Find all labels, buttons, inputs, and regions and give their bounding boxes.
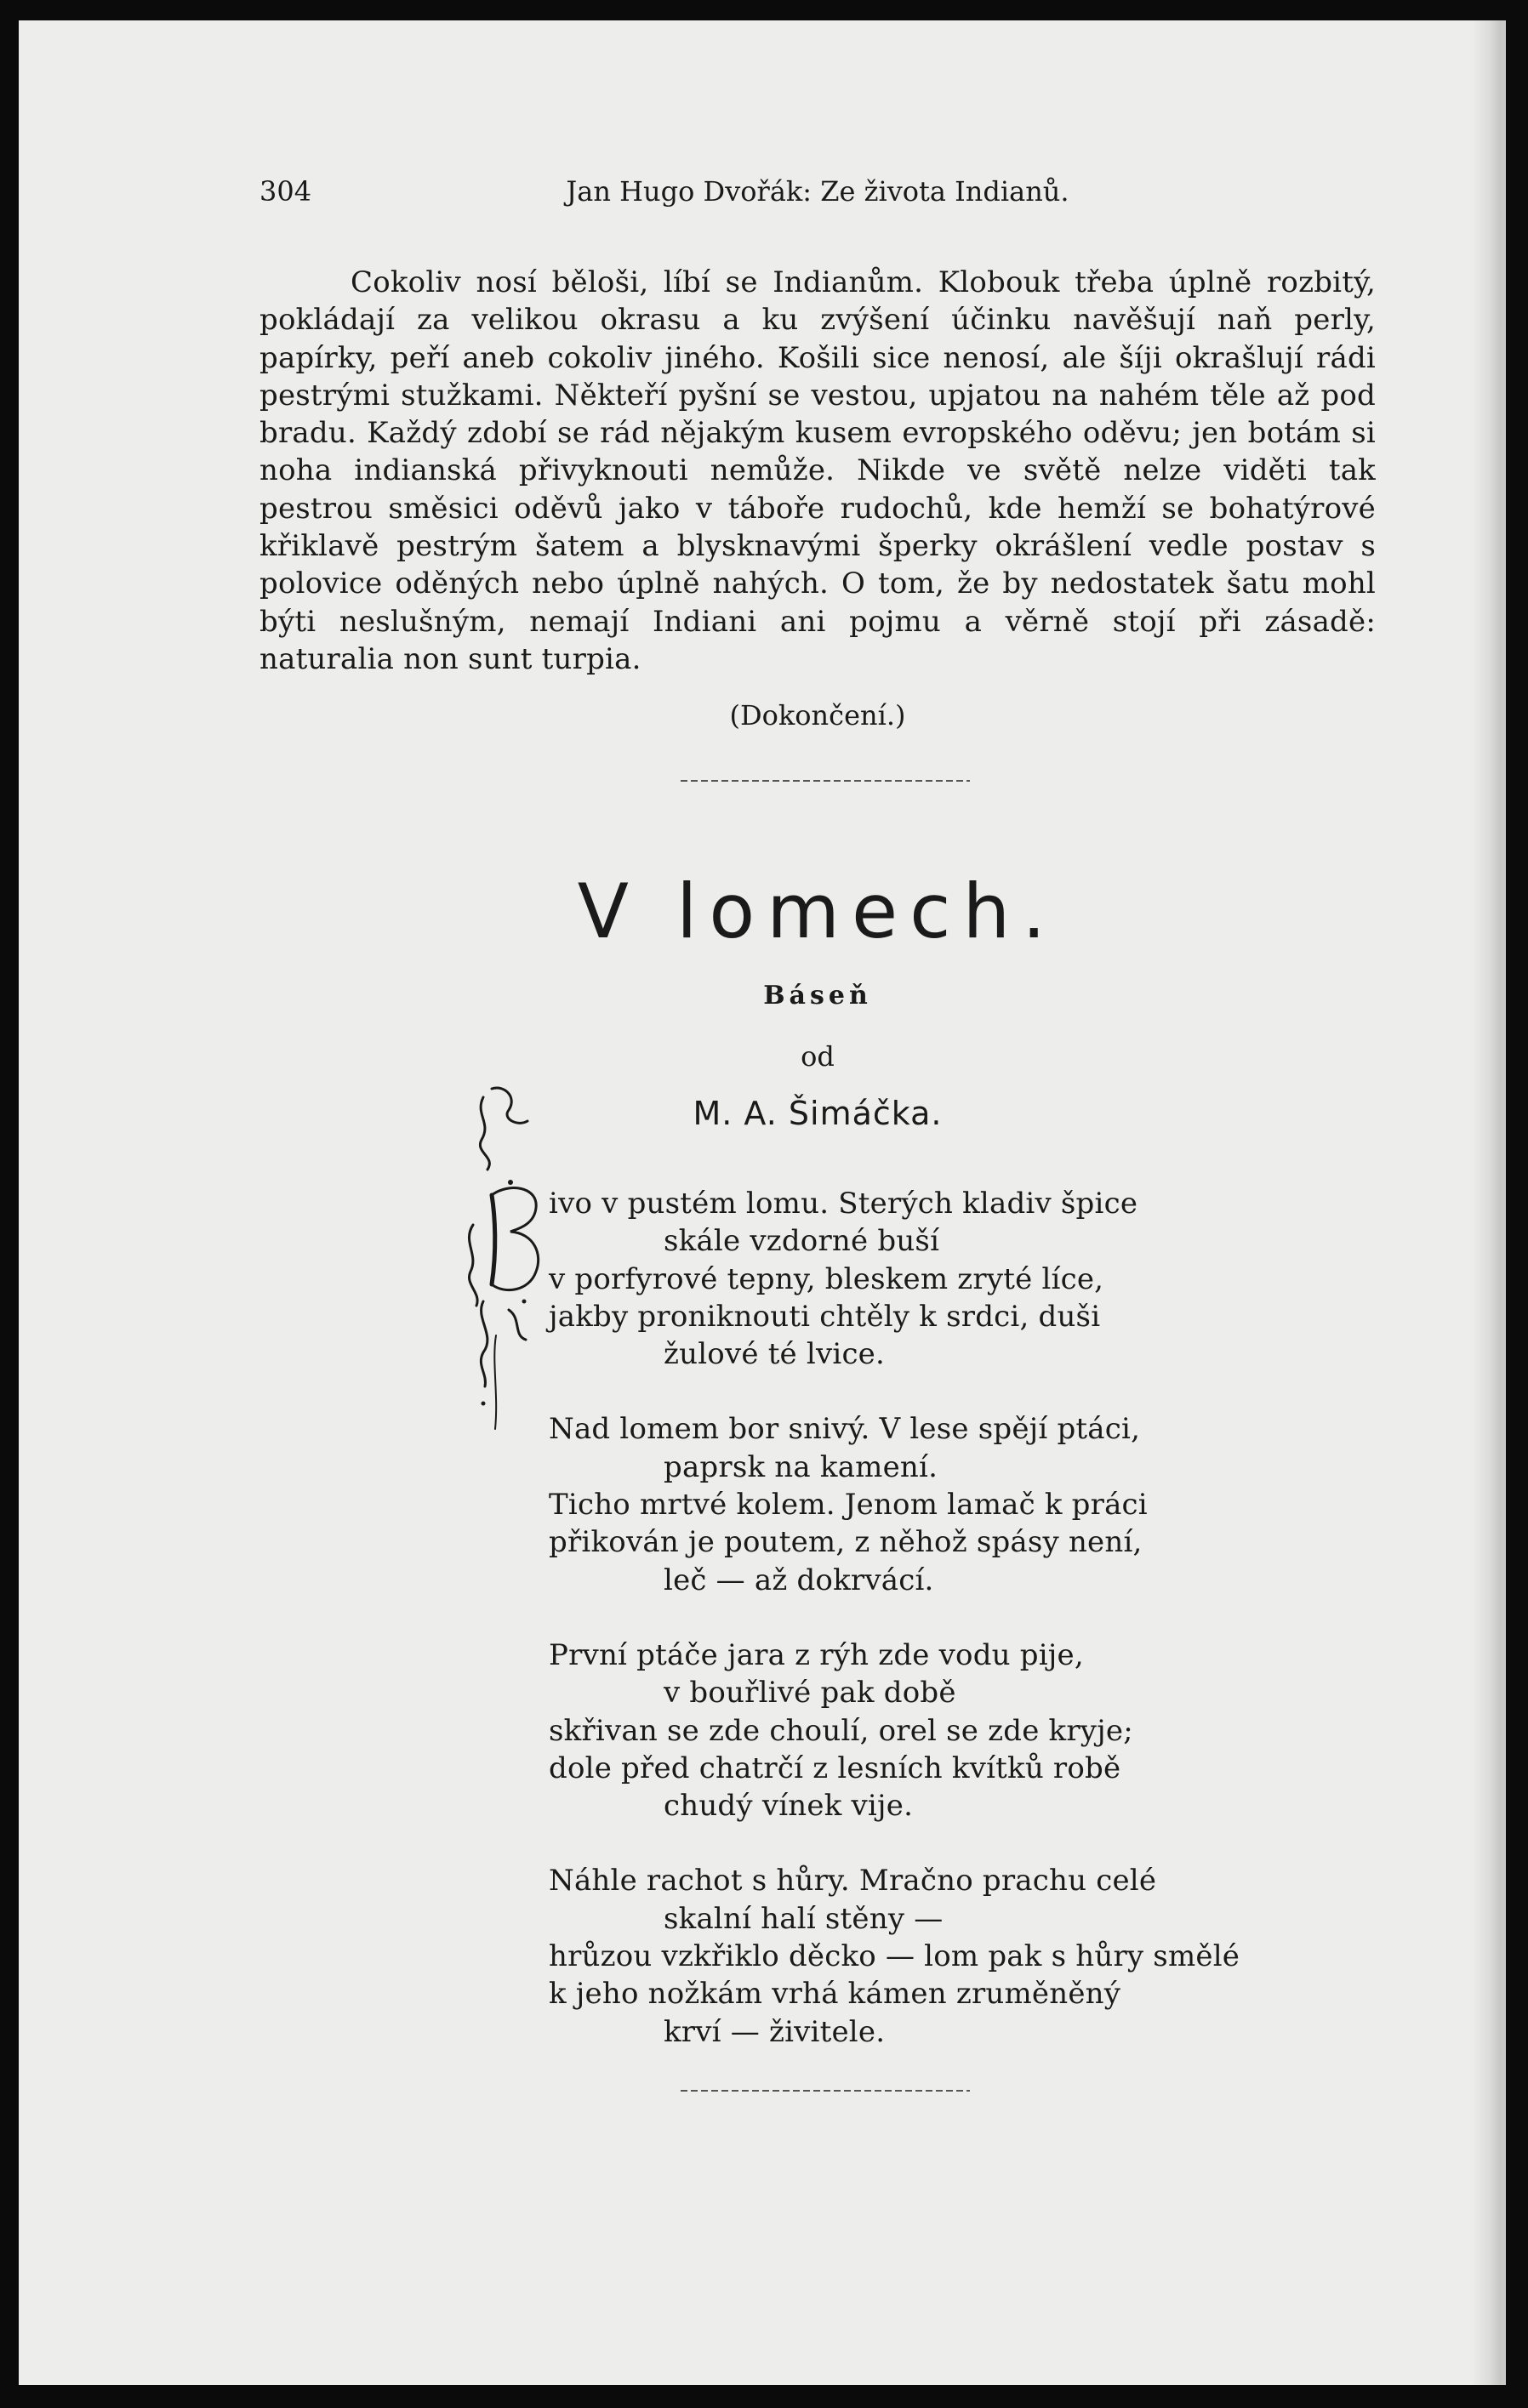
continued-note: (Dokončení.) (729, 699, 906, 732)
poem-line: chudý vínek vije. (664, 1789, 914, 1824)
prose-section (259, 264, 1376, 678)
poem-stanza (549, 1185, 1314, 1373)
poem-body (549, 1185, 1314, 2088)
poem-title: V lomech. (577, 868, 1058, 955)
poem-stanza (549, 1637, 1314, 1825)
poem-line: Nad lomem bor snivý. V lese spějí ptáci, (549, 1412, 1141, 1447)
poem-line: jakby proniknouti chtěly k srdci, duši (549, 1299, 1101, 1334)
ornamental-initial-icon (458, 1080, 551, 1437)
poem-line: hrůzou vzkřiklo děcko — lom pak s hůry smělé (549, 1939, 1240, 1974)
running-title: Jan Hugo Dvořák: Ze života Indianů. (566, 175, 1069, 208)
poem-line: ivo v pustém lomu. Sterých kladiv špice (549, 1187, 1138, 1221)
poem-stanza (549, 1862, 1314, 2050)
poem-line: v bouřlivé pak době (664, 1676, 956, 1711)
poem-stanza (549, 1410, 1314, 1598)
poem-line: v porfyrové tepny, bleskem zryté líce, (549, 1261, 1104, 1296)
poem-line: Ticho mrtvé kolem. Jenom lamač k práci (549, 1488, 1148, 1523)
poem-line: k jeho nožkám vrhá kámen zruměněný (549, 1977, 1121, 2012)
poem-line: přikován je poutem, z něhož spásy není, (549, 1525, 1143, 1560)
poem-line: leč — až dokrvácí. (664, 1563, 934, 1597)
page-number: 304 (259, 175, 312, 208)
poem-line: dole před chatrčí z lesních kvítků robě (549, 1750, 1121, 1785)
poem-line: skalní halí stěny — (664, 1901, 944, 1936)
prose-paragraph: Cokoliv nosí běloši, líbí se Indianům. Klobouk třeba úplně rozbitý, pokládají za velikou okrasu a ku zvýšení účinku navěšují naň perly, papírky, peří aneb cokoliv jiného. Košili sice nenosí, ale šíji okrašlují rádi pestrými stužkami. Někteří pyšní se vestou, upjatou na nahém těle až pod bradu. Každý zdobí se rád nějakým kusem evropského oděvu; jen botám si noha indianská přivyknouti nemůže. Nikde ve světě nelze viděti tak pestrou směsici oděvů jako v táboře rudochů, kde hemží se bohatýrové křiklavě pestrým šatem a blysknavými šperky okrášlení vedle postav s polovice oděných nebo úplně nahých. O tom, že by nedostatek šatu mohl býti neslušným, nemají Indiani ani pojmu a věrně stojí při zásadě: naturalia non sunt turpia. (259, 265, 1376, 676)
poem-line: skále vzdorné buší (664, 1224, 940, 1259)
end-ornament (681, 2086, 970, 2098)
poem-line: První ptáče jara z rýh zde vodu pije, (549, 1637, 1084, 1672)
poem-genre: Báseň (763, 981, 872, 1010)
poem-author: M. A. Šimáčka. (693, 1095, 943, 1132)
poem-line: skřivan se zde choulí, orel se zde kryje; (549, 1713, 1133, 1748)
poem-line: žulové té lvice. (664, 1337, 886, 1372)
poem-line: paprsk na kamení. (664, 1449, 938, 1484)
poem-by: od (801, 1040, 835, 1073)
poem-line: Náhle rachot s hůry. Mračno prachu celé (549, 1864, 1157, 1899)
poem-line: krví — živitele. (664, 2014, 886, 2049)
divider-ornament (681, 776, 970, 788)
page-edge (1472, 20, 1501, 2385)
